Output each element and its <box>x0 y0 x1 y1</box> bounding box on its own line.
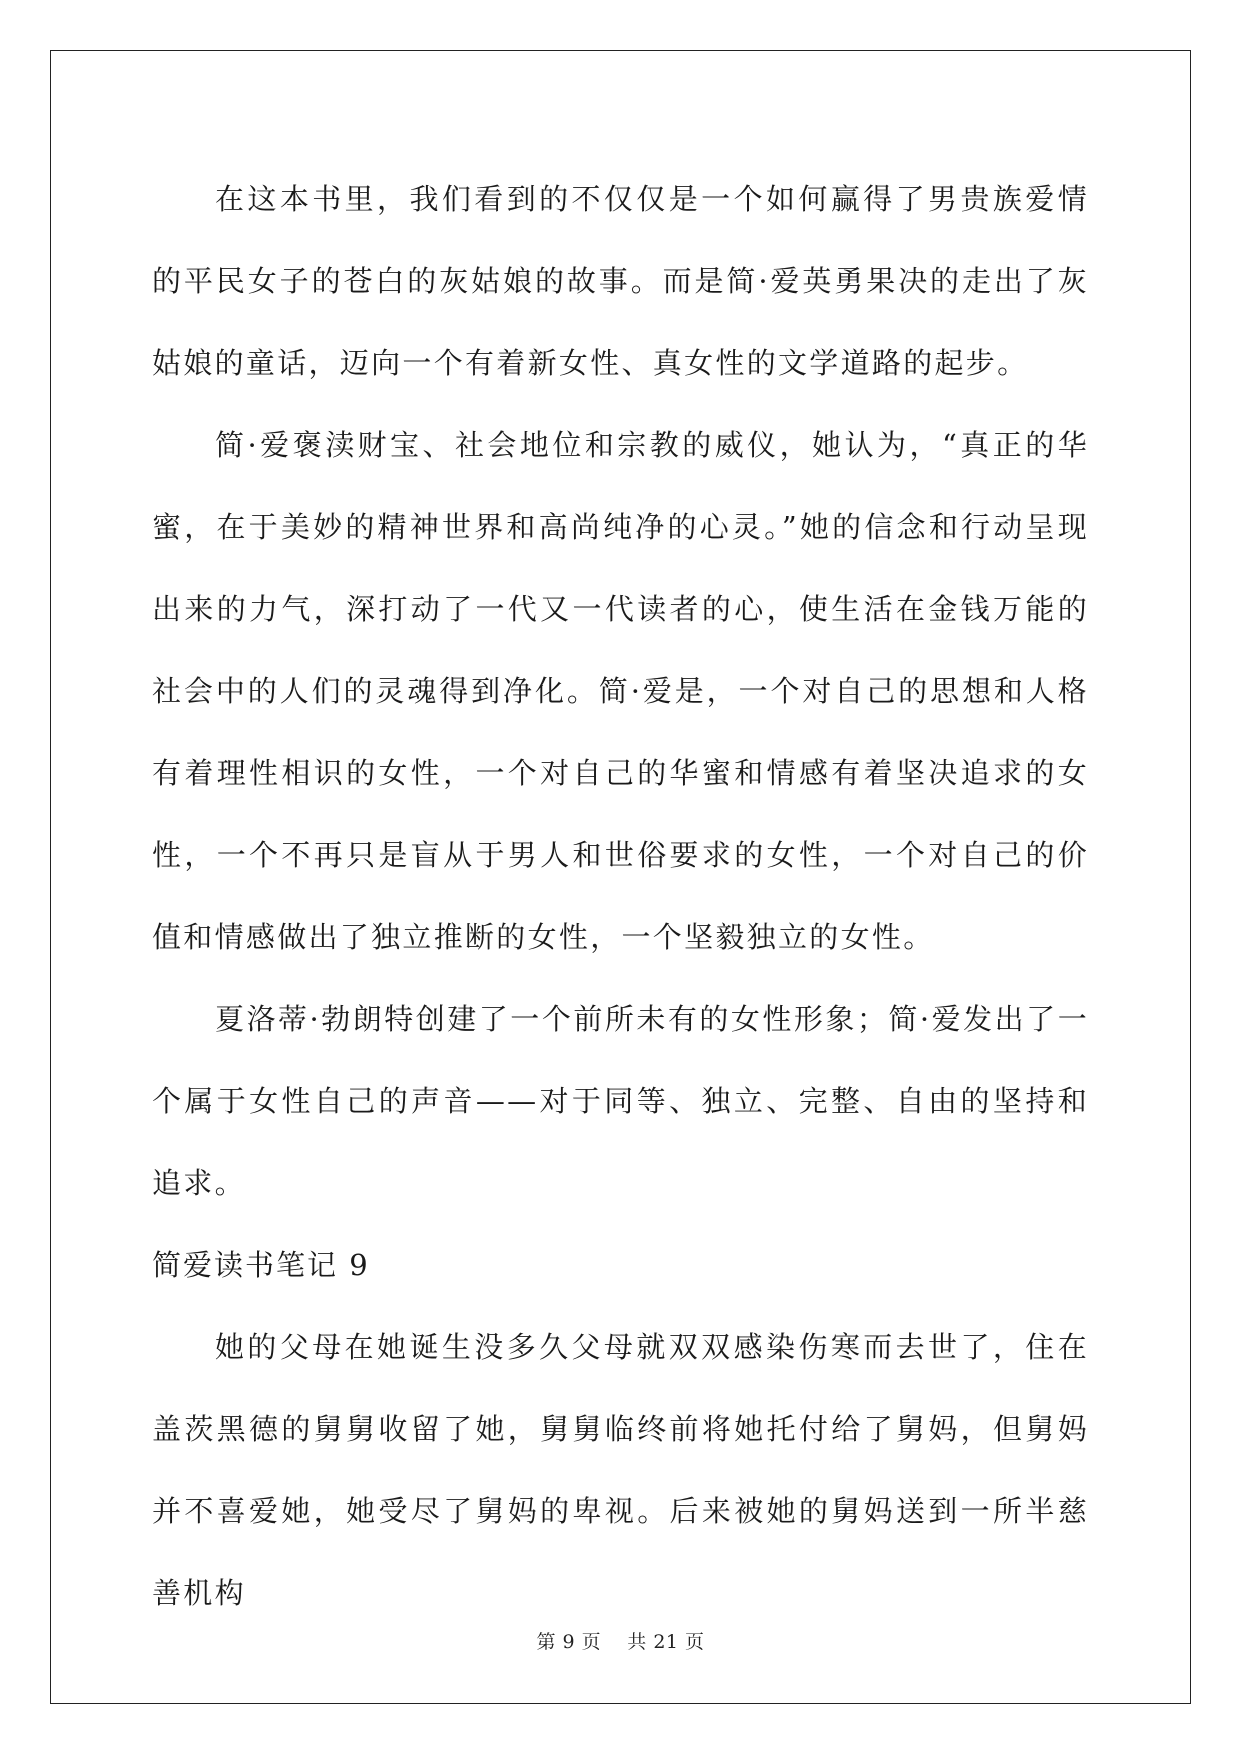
page-total: 共 21 页 <box>627 1631 705 1653</box>
paragraph: 简·爱褒渎财宝、社会地位和宗教的威仪，她认为，“真正的华蜜，在于美妙的精神世界和高尚纯净的心灵。”她的信念和行动呈现出来的力气，深打动了一代又一代读者的心，使生活在金钱万能的社会中的人们的灵魂得到净化。简·爱是，一个对自己的思想和人格有着理性相识的女性，一个对自己的华蜜和情感有着坚决追求的女性，一个不再只是盲从于男人和世俗要求的女性，一个对自己的价值和情感做出了独立推断的女性，一个坚毅独立的女性。 <box>152 428 1089 954</box>
page-footer <box>0 1627 1241 1654</box>
paragraph: 她的父母在她诞生没多久父母就双双感染伤寒而去世了，住在盖茨黑德的舅舅收留了她，舅舅临终前将她托付给了舅妈，但舅妈并不喜爱她，她受尽了舅妈的卑视。后来被她的舅妈送到一所半慈善机构 <box>152 1330 1089 1610</box>
document-body <box>152 158 1089 1634</box>
section-heading: 简爱读书笔记 9 <box>152 1248 370 1282</box>
page-number: 第 9 页 <box>536 1631 602 1653</box>
paragraph: 夏洛蒂·勃朗特创建了一个前所未有的女性形象；简·爱发出了一个属于女性自己的声音——对于同等、独立、完整、自由的坚持和追求。 <box>152 1002 1089 1200</box>
paragraph: 在这本书里，我们看到的不仅仅是一个如何赢得了男贵族爱情的平民女子的苍白的灰姑娘的故事。而是简·爱英勇果决的走出了灰姑娘的童话，迈向一个有着新女性、真女性的文学道路的起步。 <box>152 182 1089 380</box>
